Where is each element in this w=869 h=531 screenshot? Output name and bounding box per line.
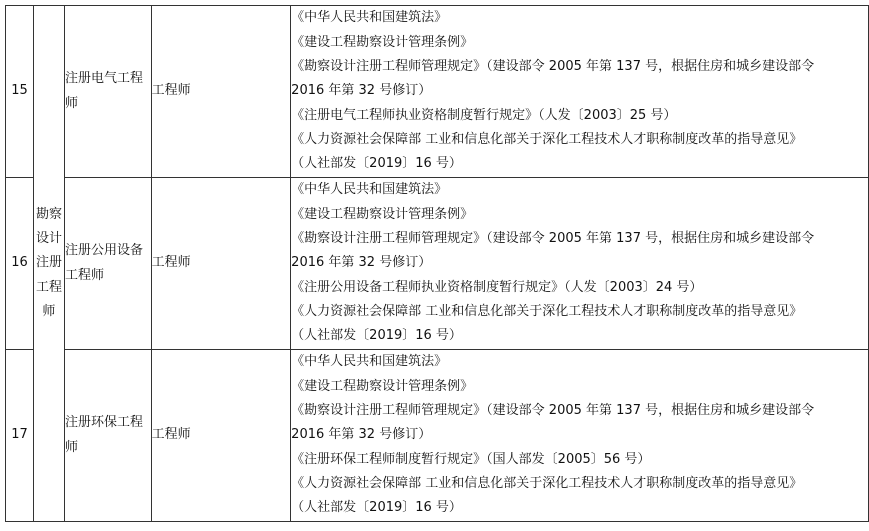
title-level: 工程师 <box>151 350 291 522</box>
legal-basis-line: 《注册公用设备工程师执业资格制度暂行规定》（人发〔2003〕24 号） <box>291 279 703 295</box>
legal-basis-line: 《勘察设计注册工程师管理规定》（建设部令 2005 年第 137 号，根据住房和城乡建设部令 <box>291 403 815 419</box>
legal-basis-line: 《勘察设计注册工程师管理规定》（建设部令 2005 年第 137 号，根据住房和城乡建设部令 <box>291 231 815 247</box>
legal-basis-cell <box>291 350 869 522</box>
table-row <box>6 178 869 350</box>
legal-basis-line: 《中华人民共和国建筑法》 <box>291 354 448 370</box>
qualification-title: 注册环保工程师 <box>64 350 151 522</box>
title-level: 工程师 <box>151 178 291 350</box>
row-number: 16 <box>6 178 34 350</box>
legal-basis-line: （人社部发〔2019〕16 号） <box>291 328 462 344</box>
legal-basis-line: 《建设工程勘察设计管理条例》 <box>291 206 474 222</box>
category-label: 勘察设计注册工程师 <box>35 206 62 319</box>
legal-basis-line: 《注册电气工程师执业资格制度暂行规定》（人发〔2003〕25 号） <box>291 107 677 123</box>
category-cell <box>33 6 64 522</box>
legal-basis-line: 《注册环保工程师制度暂行规定》（国人部发〔2005〕56 号） <box>291 451 651 467</box>
qualification-title: 注册电气工程师 <box>64 6 151 178</box>
row-number: 17 <box>6 350 34 522</box>
legal-basis-cell <box>291 6 869 178</box>
title-level: 工程师 <box>151 6 291 178</box>
legal-basis-line: （人社部发〔2019〕16 号） <box>291 156 462 172</box>
legal-basis-line: 2016 年第 32 号修订） <box>291 255 432 271</box>
legal-basis-line: 《勘察设计注册工程师管理规定》（建设部令 2005 年第 137 号，根据住房和城乡建设部令 <box>291 59 815 75</box>
legal-basis-line: 《建设工程勘察设计管理条例》 <box>291 378 474 394</box>
table-row <box>6 350 869 522</box>
legal-basis-line: 《人力资源社会保障部 工业和信息化部关于深化工程技术人才职称制度改革的指导意见》 <box>291 303 803 319</box>
qualification-title: 注册公用设备工程师 <box>64 178 151 350</box>
legal-basis-line: 《人力资源社会保障部 工业和信息化部关于深化工程技术人才职称制度改革的指导意见》 <box>291 475 803 491</box>
legal-basis-line: 《中华人民共和国建筑法》 <box>291 10 448 26</box>
legal-basis-line: （人社部发〔2019〕16 号） <box>291 500 462 516</box>
legal-basis-line: 《中华人民共和国建筑法》 <box>291 182 448 198</box>
legal-basis-line: 《人力资源社会保障部 工业和信息化部关于深化工程技术人才职称制度改革的指导意见》 <box>291 131 803 147</box>
row-number: 15 <box>6 6 34 178</box>
legal-basis-line: 2016 年第 32 号修订） <box>291 83 432 99</box>
legal-basis-line: 《建设工程勘察设计管理条例》 <box>291 34 474 50</box>
legal-basis-line: 2016 年第 32 号修订） <box>291 427 432 443</box>
table-row <box>6 6 869 178</box>
regulation-table <box>5 5 869 522</box>
legal-basis-cell <box>291 178 869 350</box>
